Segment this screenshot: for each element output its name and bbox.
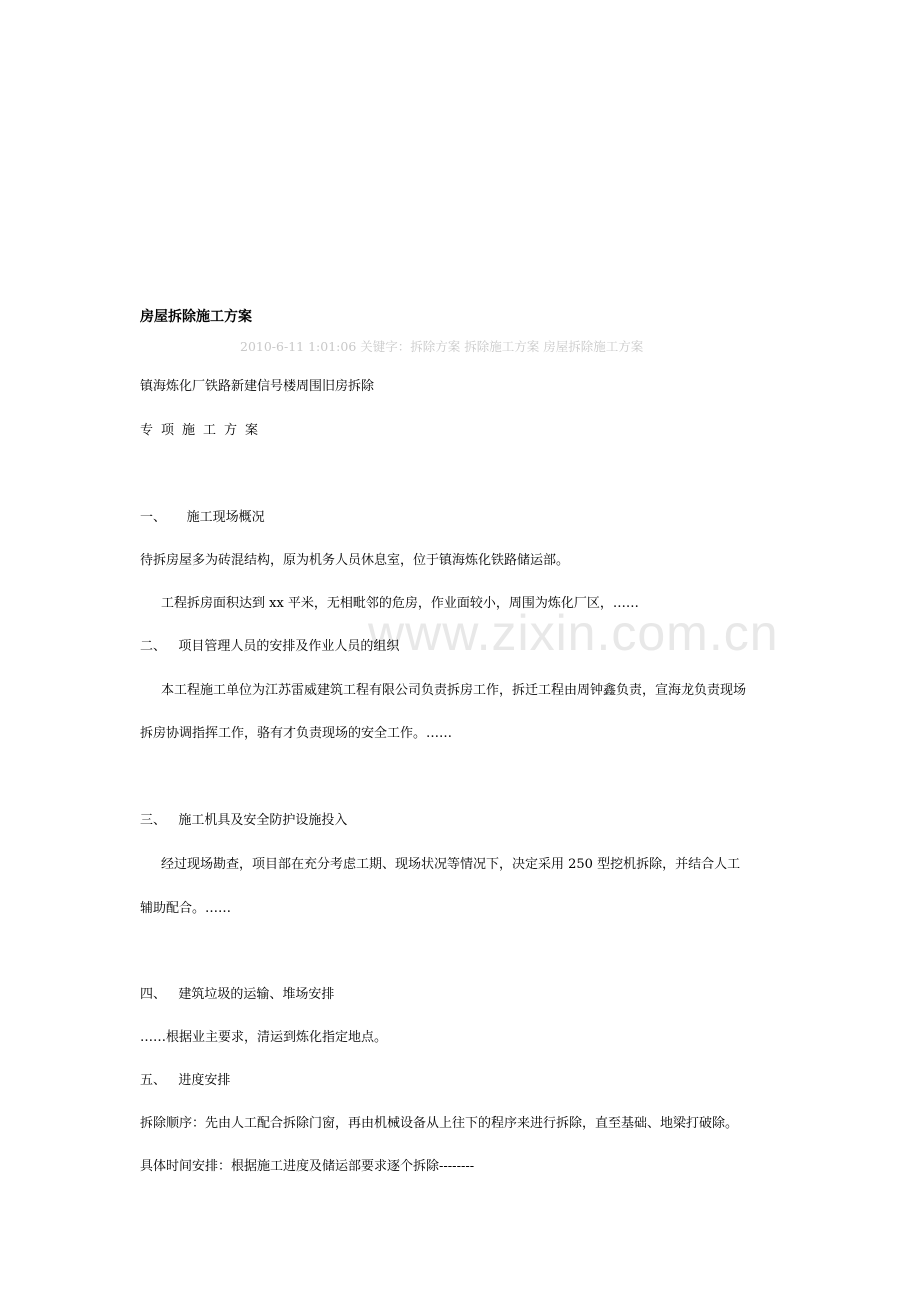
section-1-paragraph-2: 工程拆房面积达到 xx 平米，无相毗邻的危房，作业面较小，周围为炼化厂区，……: [161, 596, 639, 611]
section-4-paragraph: ……根据业主要求，清运到炼化指定地点。: [140, 1030, 388, 1045]
section-3-paragraph-line-1: 经过现场勘查，项目部在充分考虑工期、现场状况等情况下，决定采用 250 型挖机拆除，并结合人工: [161, 857, 741, 872]
section-5-heading: 五、 进度安排: [140, 1073, 231, 1088]
section-2-paragraph-line-1: 本工程施工单位为江苏雷威建筑工程有限公司负责拆房工作，拆迁工程由周钟鑫负责，宣海龙负责现场: [161, 683, 747, 698]
project-line: 镇海炼化厂铁路新建信号楼周围旧房拆除: [140, 379, 375, 394]
section-1-heading: 一、 施工现场概况: [140, 510, 265, 525]
section-3-paragraph-line-2: 辅助配合。……: [140, 901, 232, 916]
watermark: www.zixin.com.cn: [368, 605, 779, 661]
section-1-paragraph-1: 待拆房屋多为砖混结构，原为机务人员休息室，位于镇海炼化铁路储运部。: [140, 553, 570, 568]
section-4-heading: 四、 建筑垃圾的运输、堆场安排: [140, 987, 335, 1002]
section-2-heading: 二、 项目管理人员的安排及作业人员的组织: [140, 639, 400, 654]
section-3-heading: 三、 施工机具及安全防护设施投入: [140, 813, 348, 828]
document-meta: 2010-6-11 1:01:06 关键字：拆除方案 拆除施工方案 房屋拆除施工方案: [240, 339, 644, 354]
document-subtitle: 专项施工方案: [140, 423, 267, 438]
document-title: 房屋拆除施工方案: [140, 309, 252, 325]
section-5-paragraph-2: 具体时间安排：根据施工进度及储运部要求逐个拆除--------: [140, 1159, 475, 1174]
section-2-paragraph-line-2: 拆房协调指挥工作，骆有才负责现场的安全工作。……: [140, 726, 453, 741]
section-5-paragraph-1: 拆除顺序：先由人工配合拆除门窗，再由机械设备从上往下的程序来进行拆除，直至基础、地梁打破除。: [140, 1116, 739, 1131]
